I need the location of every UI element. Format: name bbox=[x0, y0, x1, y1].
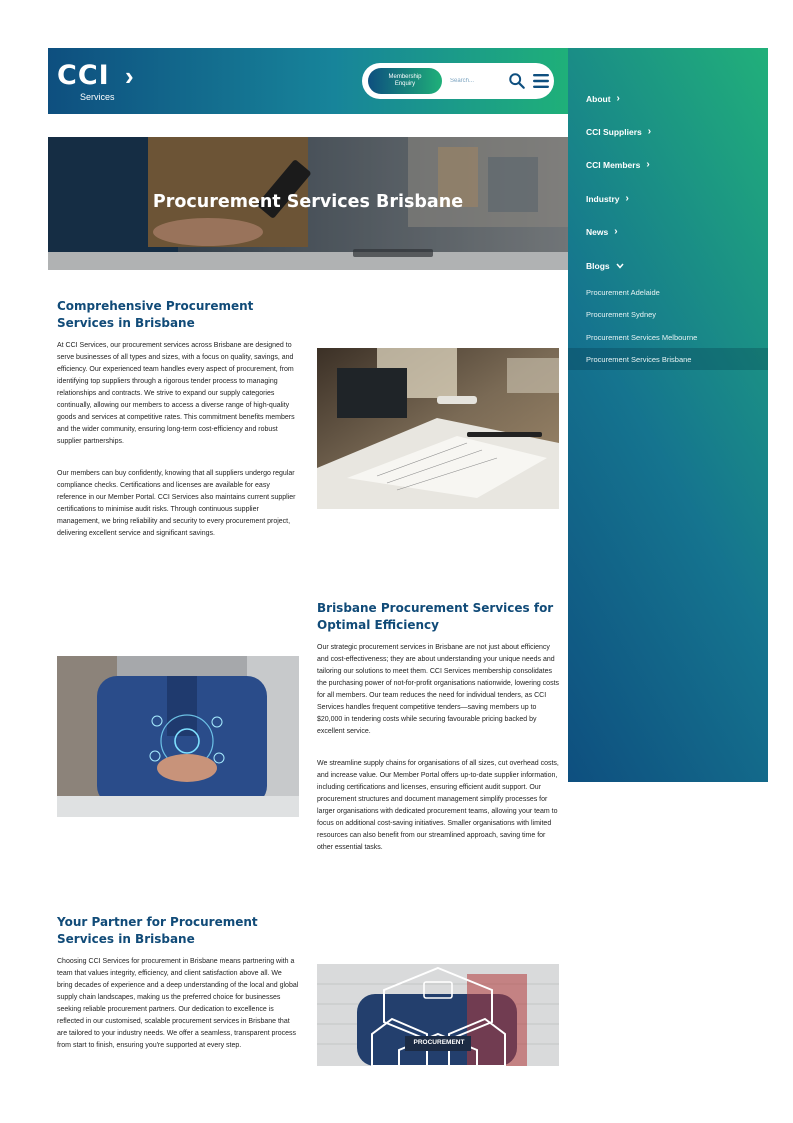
nav-item-blogs[interactable] bbox=[586, 261, 624, 271]
chevron-down-icon bbox=[616, 263, 624, 269]
section-2-para-2: We streamline supply chains for organisations of all sizes, cut overhead costs, and increase value. Our Member Portal offers up-to-date supplier information, including certifications and licenses, ensuring efficient audit support. Our procurement structures and document management simplify processes for larger organisations with dedicated procurement teams, allowing your team to focus on additional cost-saving initiatives. Smaller organisations with limited resources can also benefit from our streamlined approach, saving time for other essential tasks. bbox=[317, 760, 559, 851]
desk-documents-image bbox=[317, 348, 559, 509]
blog-link-procurement-melbourne[interactable] bbox=[568, 326, 768, 348]
search-input[interactable] bbox=[450, 73, 500, 89]
blog-link-procurement-adelaide[interactable] bbox=[568, 281, 768, 303]
blog-link-label: Procurement Adelaide bbox=[586, 287, 660, 297]
section-1-para-1: At CCI Services, our procurement services across Brisbane are designed to serve businesses of all types and sizes, with a focus on quality, savings, and efficiency. Our experienced team handles every aspect of procurement, from identifying top suppliers through a rigorous tender process to managing relationships and contracts. We strive to expand our supply categories continually, allowing our members to access a diverse range of high-quality goods and services at competitive rates. This commitment benefits members and the wider community, ensuring long-term cost-efficiency and robust supplier partnerships. bbox=[57, 342, 295, 445]
enquiry-line-1: Membership bbox=[388, 74, 422, 80]
membership-enquiry-button[interactable] bbox=[368, 68, 442, 94]
chevron-right-icon: › bbox=[616, 93, 620, 104]
cci-logo[interactable] bbox=[57, 61, 147, 106]
site-header bbox=[48, 48, 568, 114]
section-3-para-1: Choosing CCI Services for procurement in Brisbane means partnering with a team that values integrity, efficiency, and client satisfaction above all. We bring decades of experience and a deep understanding of the local and global supply chain landscapes, making us the preferred choice for businesses seeking reliable procurement partners. Our dedication to excellence is reflected in our customised, scalable procurement services in Brisbane that are tailored to your industry needs. We offer a seamless, transparent process from start to finish, ensuring you're supported at every step. bbox=[57, 958, 299, 1049]
blog-link-label: Procurement Sydney bbox=[586, 309, 657, 319]
section-2-para-1: Our strategic procurement services in Brisbane are not just about efficiency and cost-effectiveness; they are about understanding your unique needs and tailoring our solutions to meet them. CCI Services membership consolidates the purchasing power of not-for-profit organisations nationwide, lowering costs for all members. Our team reduces the need for individual tenders, as CCI Services handles frequent competitive tenders—saving members up to $20,000 in tendering costs while securing favourable pricing backed by excellent service. bbox=[317, 644, 560, 735]
blog-link-label: Procurement Services Melbourne bbox=[586, 332, 698, 342]
nav-label: Blogs bbox=[586, 261, 610, 271]
procurement-graphic-image bbox=[317, 964, 559, 1066]
page-title: Procurement Services Brisbane bbox=[152, 192, 464, 212]
search-bar bbox=[362, 63, 554, 99]
section-1-para-2: Our members can buy confidently, knowing that all suppliers undergo regular compliance checks. Certifications and licenses are available for easy reference in our Member Portal. CCI Services also maintains current supplier certifications to minimise audit risks. Through continuous supplier management, we bring reliability and security to every procurement project, delivering excellent service and significant savings. bbox=[57, 470, 296, 537]
blog-link-label: Procurement Services Brisbane bbox=[586, 354, 692, 364]
procurement-badge-label: PROCUREMENT bbox=[413, 1039, 465, 1046]
nav-label: About bbox=[586, 94, 611, 104]
sidebar-nav bbox=[568, 48, 768, 782]
nav-item-cci-members[interactable] bbox=[586, 160, 650, 170]
enquiry-line-2: Enquiry bbox=[394, 81, 416, 87]
nav-item-industry[interactable] bbox=[586, 194, 629, 204]
search-icon[interactable] bbox=[508, 72, 526, 90]
nav-item-cci-suppliers[interactable] bbox=[586, 127, 651, 137]
hamburger-menu-icon[interactable] bbox=[532, 73, 550, 89]
section-1-heading: Comprehensive Procurement Services in Brisbane bbox=[57, 299, 254, 330]
blog-link-procurement-brisbane[interactable] bbox=[568, 348, 768, 370]
nav-item-about[interactable] bbox=[586, 94, 620, 104]
chevron-right-icon: › bbox=[647, 126, 652, 137]
logo-subtitle: Services bbox=[80, 92, 115, 102]
chevron-right-icon: › bbox=[625, 193, 629, 204]
hero-banner bbox=[48, 137, 568, 270]
section-2-heading: Brisbane Procurement Services for Optimal Efficiency bbox=[317, 601, 554, 632]
nav-label: Industry bbox=[586, 194, 620, 204]
nav-label: CCI Suppliers bbox=[586, 127, 642, 137]
logo-arrow-icon: › bbox=[125, 61, 134, 91]
chevron-right-icon: › bbox=[646, 159, 650, 170]
nav-label: CCI Members bbox=[586, 160, 641, 170]
blog-link-procurement-sydney[interactable] bbox=[568, 303, 768, 325]
section-3-heading: Your Partner for Procurement Services in Brisbane bbox=[57, 915, 258, 946]
logo-text: CCI bbox=[57, 60, 110, 91]
businessman-phone-image bbox=[57, 656, 299, 817]
chevron-right-icon: › bbox=[614, 226, 618, 237]
nav-item-news[interactable] bbox=[586, 227, 618, 237]
nav-label: News bbox=[586, 227, 609, 237]
